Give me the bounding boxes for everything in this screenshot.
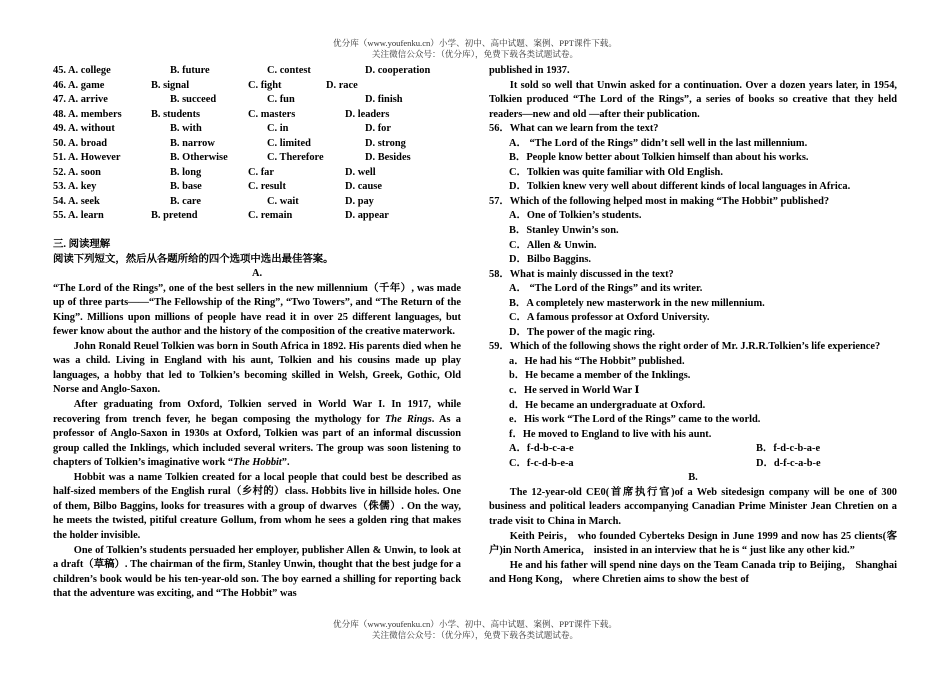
question-59-option: B．f-d-c-b-a-e [756,443,821,455]
answer-row: 45. A. college B. future C. contest D. cooperation [53,65,431,76]
left-column [53,64,461,602]
question-59-event: d．He became an undergraduate at Oxford. [509,399,706,411]
question-59-event: c．He served in World War Ⅰ [509,385,640,397]
passage-a-paragraph-5-continued: published in 1937. [489,65,570,76]
question-59-event: a．He had his “The Hobbit” published. [509,355,685,367]
right-column [489,64,897,588]
passage-a-paragraph-4: Hobbit was a name Tolkien created for a local people that could best be described as half-sized members of the English rural（乡村的）class. Hobbits live in hillside holes. One of them, Bilbo Baggins, looks for treasures with a group of dwarves（侏儒）. On the way, he meets the twisted, pitiful creature Gollum, from whom he sees a golden ring that makes the holder invisible. [53,471,461,541]
question-59: 59．Which of the following shows the right order of Mr. J.R.R.Tolkien’s life experience? [489,341,881,353]
question-58: 58．What is mainly discussed in the text? [489,268,674,280]
question-57-option: B．Stanley Unwin’s son. [509,225,619,237]
answer-row: 51. A. However B. Otherwise C. Therefore D. Besides [53,152,411,164]
question-58-option: D．The power of the magic ring. [509,326,655,338]
answer-row: 46. A. game B. signal C. fight D. race [53,79,358,91]
question-59-option: A．f-d-b-c-a-e [509,443,574,455]
answer-row: 49. A. without B. with C. in D. for [53,123,391,135]
question-59-event: f．He moved to England to live with his aunt. [509,428,712,440]
answer-row: 50. A. broad B. narrow C. limited D. strong [53,137,406,149]
question-56-option: D．Tolkien knew very well about different kinds of local languages in Africa. [509,181,851,193]
question-59-event: e．His work “The Lord of the Rings” came to the world. [509,414,761,426]
question-59-event: b．He became a member of the Inklings. [509,370,691,382]
question-58-option: C．A famous professor at Oxford University. [509,312,710,324]
cloze-answer-list [53,64,461,224]
footer-line-2: 关注微信公众号：（优分库），免费下载各类试题试卷。 [371,630,579,640]
answer-row: 54. A. seek B. care C. wait D. pay [53,195,374,207]
question-57-option: D．Bilbo Baggins. [509,254,591,266]
passage-b-paragraph-1: The 12-year-old CE0(首席执行官)of a Web sitedesign company will be one of 300 business and political leaders accompanying Canadian Prime Minister Jean Chretien on a trade visit to China in March. [489,486,897,527]
question-59-option: C．f-c-d-b-e-a [509,457,574,469]
question-59-options-row [489,457,897,472]
question-56-option: A． “The Lord of the Rings” didn’t sell well in the last millennium. [509,137,808,149]
passage-a-paragraph-5: One of Tolkien’s students persuaded her employer, publisher Allen & Unwin, to look at a draft（草稿）. The chairman of the firm, Stanley Unwin, thought that the best judge for a children’s book would be his ten-year-old son. The boy earned a shilling for reporting back that the adventure was exciting, and “The Hobbit” was [53,544,461,600]
page-footer [0,619,950,641]
question-56-option: B．People know better about Tolkien himself than about his works. [509,152,809,164]
question-59-options-row [489,442,897,457]
question-58-option: A． “The Lord of the Rings” and its writer. [509,283,703,295]
passage-b-label: B. [688,472,698,484]
section-title: 三. 阅读理解 [53,239,111,251]
passage-b-paragraph-3: He and his father will spend nine days on the Team Canada trip to Beijing， Shanghai and Hong Kong， where Chretien aims to show the best of [489,559,897,586]
passage-a-paragraph-3: After graduating from Oxford, Tolkien served in World War I. In 1917, while recovering from trench fever, he began composing the mythology for The Rings. As a professor of Anglo-Saxon in 1930s at Oxford, Tolkien was part of an informal discussion group called the Inklings, which included several writers. The group was soon listening to chapters of Tolkien’s imaginative work “The Hobbit”. [53,399,461,469]
question-58-option: B．A completely new masterwork in the new millennium. [509,297,765,309]
header-line-1: 优分库（www.youfenku.cn）小学、初中、高中试题、案例、PPT课件下载。 [333,38,617,48]
question-57-option: A．One of Tolkien’s students. [509,210,642,222]
answer-row: 55. A. learn B. pretend C. remain D. appear [53,210,389,222]
question-57-option: C．Allen & Unwin. [509,239,597,251]
passage-a-label: A. [251,268,263,280]
answer-row: 53. A. key B. base C. result D. cause [53,181,382,193]
header-line-2: 关注微信公众号：（优分库），免费下载各类试题试卷。 [371,49,579,59]
page-header [0,38,950,60]
passage-a-paragraph-2: John Ronald Reuel Tolkien was born in South Africa in 1892. His parents died when he was a child. Living in England with his aunt, Tolkien and his cousins made up play languages, a hobby that led to Tolkien’s becoming skilled in Welsh, Greek, Gothic, Old Norse and Anglo-Saxon. [53,340,461,396]
answer-row: 47. A. arrive B. succeed C. fun D. finish [53,94,403,106]
question-56-option: C．Tolkien was quite familiar with Old English. [509,166,723,178]
passage-a-paragraph-1: “The Lord of the Rings”, one of the best sellers in the new millennium（千年）, was made up of three parts——“The Fellowship of the Ring”, “Two Towers”, and “The Return of the King”. Millions upon millions of people have read it in over 25 different languages, but fewer know about the author and the history of the composition of the creative materwork. [53,282,461,338]
question-56: 56．What can we learn from the text? [489,123,659,135]
answer-row: 52. A. soon B. long C. far D. well [53,166,376,178]
section-instruction: 阅读下列短文，然后从各题所给的四个选项中选出最佳答案。 [53,253,334,265]
answer-row: 48. A. members B. students C. masters D. leaders [53,108,390,120]
footer-line-1: 优分库（www.youfenku.cn）小学、初中、高中试题、案例、PPT课件下载。 [333,619,617,629]
question-57: 57．Which of the following helped most in making “The Hobbit” published? [489,195,830,207]
passage-b-paragraph-2: Keith Peiris， who founded Cyberteks Design in June 1999 and now has 25 clients(客户)in North America， insisted in an interview that he is “ just like any other kid.” [489,530,897,557]
passage-a-paragraph-6: It sold so well that Unwin asked for a continuation. Over a dozen years later, in 1954, Tolkien produced “The Lord of the Rings”, a series of books so creative that they held readers—new and old —after their publication. [489,79,897,120]
question-59-option: D．d-f-c-a-b-e [756,457,821,469]
